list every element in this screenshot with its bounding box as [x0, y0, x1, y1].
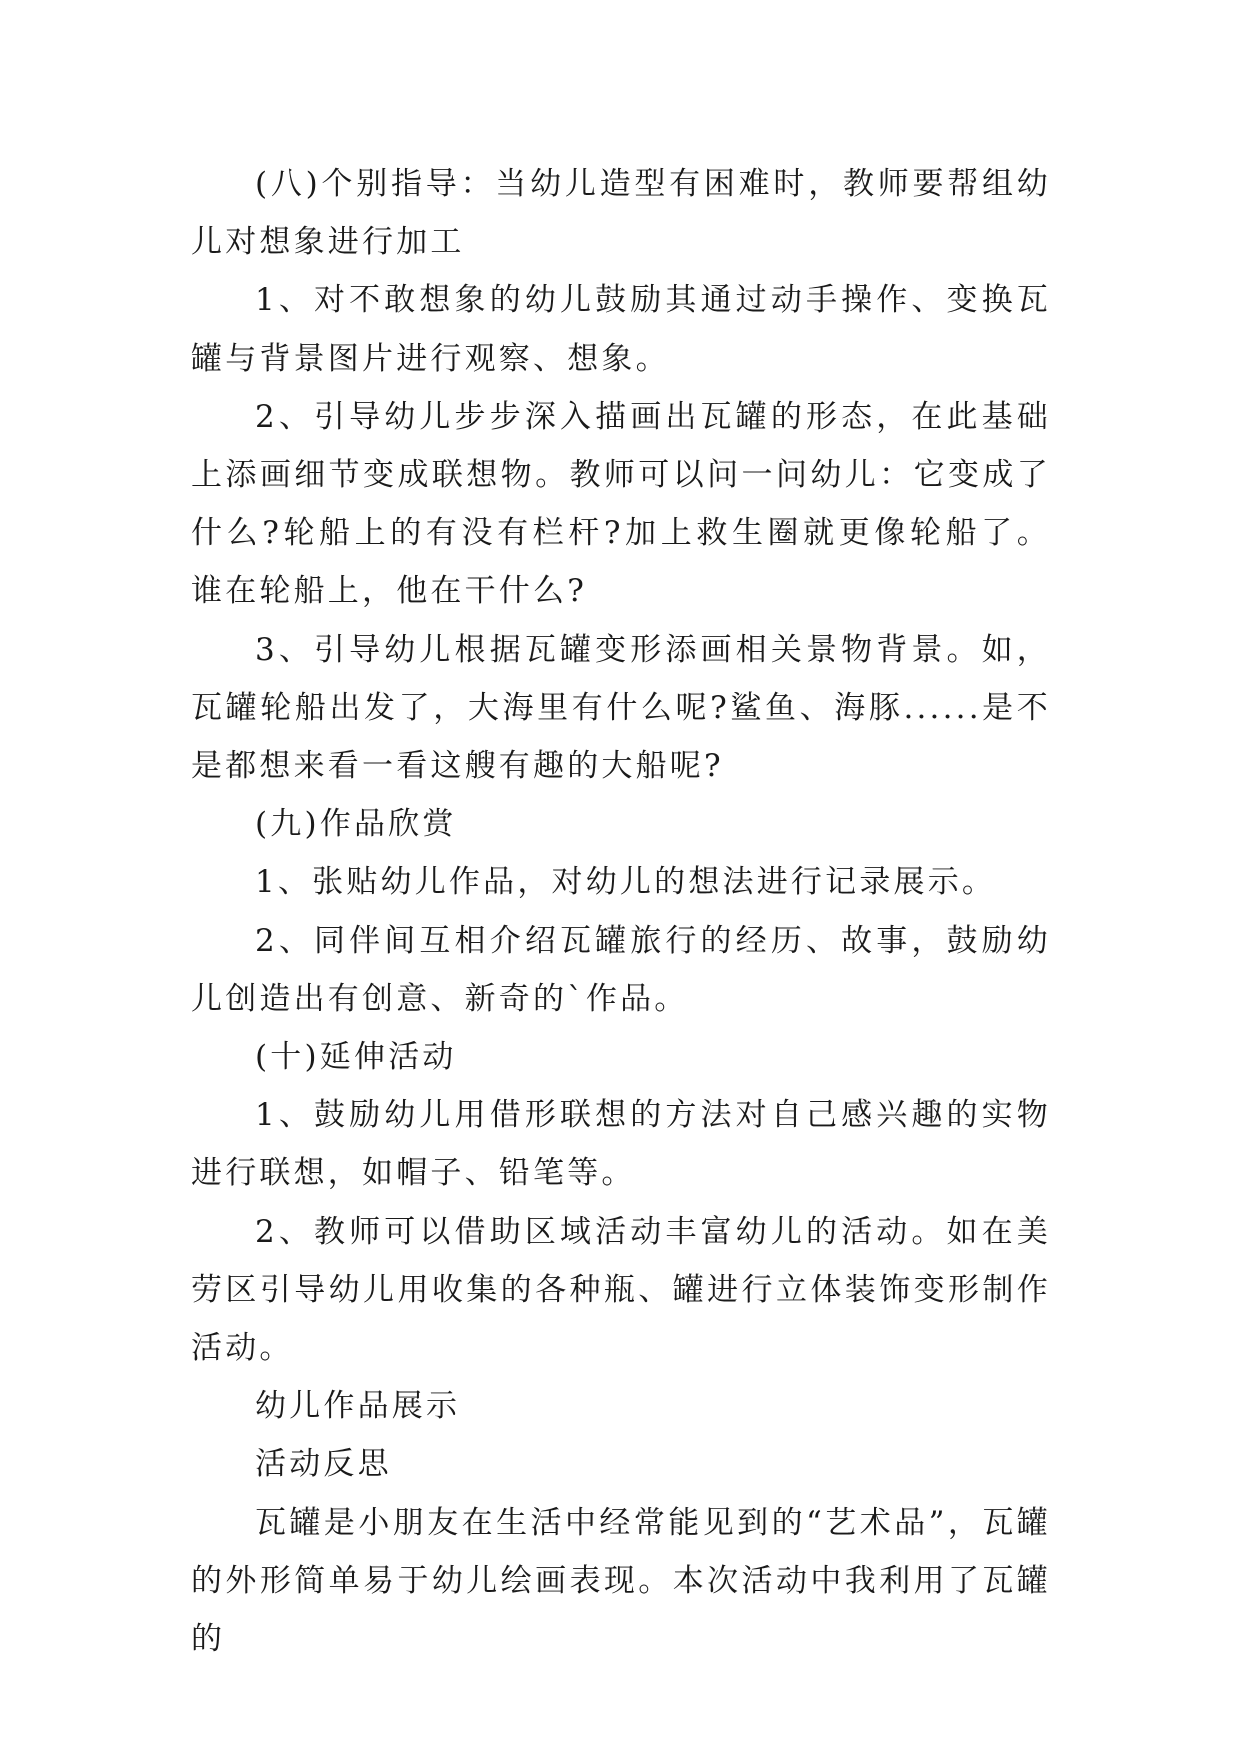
paragraph-reflection-heading: 活动反思	[255, 1446, 392, 1483]
paragraph-8-item-1: 1、对不敢想象的幼儿鼓励其通过动手操作、变换瓦罐与背景图片进行观察、想象。	[191, 282, 1051, 377]
paragraph-section-8-heading: (八)个别指导：当幼儿造型有困难时，教师要帮组幼儿对想象进行加工	[191, 166, 1051, 261]
paragraph-8-item-2: 2、引导幼儿步步深入描画出瓦罐的形态，在此基础上添画细节变成联想物。教师可以问一问幼儿：它变成了什么?轮船上的有没有栏杆?加上救生圈就更像轮船了。谁在轮船上，他在干什么?	[191, 398, 1051, 610]
paragraph-8-item-3: 3、引导幼儿根据瓦罐变形添画相关景物背景。如，瓦罐轮船出发了，大海里有什么呢?鲨鱼、海豚......是不是都想来看一看这艘有趣的大船呢?	[191, 631, 1051, 785]
paragraph-10-item-1: 1、鼓励幼儿用借形联想的方法对自己感兴趣的实物进行联想，如帽子、铅笔等。	[191, 1097, 1051, 1192]
paragraph-9-item-2: 2、同伴间互相介绍瓦罐旅行的经历、故事，鼓励幼儿创造出有创意、新奇的`作品。	[191, 922, 1051, 1017]
paragraph-section-9-heading: (九)作品欣赏	[255, 806, 457, 843]
paragraph-10-item-2: 2、教师可以借助区域活动丰富幼儿的活动。如在美劳区引导幼儿用收集的各种瓶、罐进行立体装饰变形制作活动。	[191, 1213, 1051, 1367]
paragraph-section-10-heading: (十)延伸活动	[255, 1039, 457, 1076]
paragraph-reflection-body: 瓦罐是小朋友在生活中经常能见到的“艺术品”，瓦罐的外形简单易于幼儿绘画表现。本次活动中我利用了瓦罐的	[191, 1504, 1051, 1658]
document-body	[191, 155, 1051, 1668]
paragraph-9-item-1: 1、张贴幼儿作品，对幼儿的想法进行记录展示。	[255, 864, 997, 901]
paragraph-works-display: 幼儿作品展示	[255, 1388, 461, 1425]
